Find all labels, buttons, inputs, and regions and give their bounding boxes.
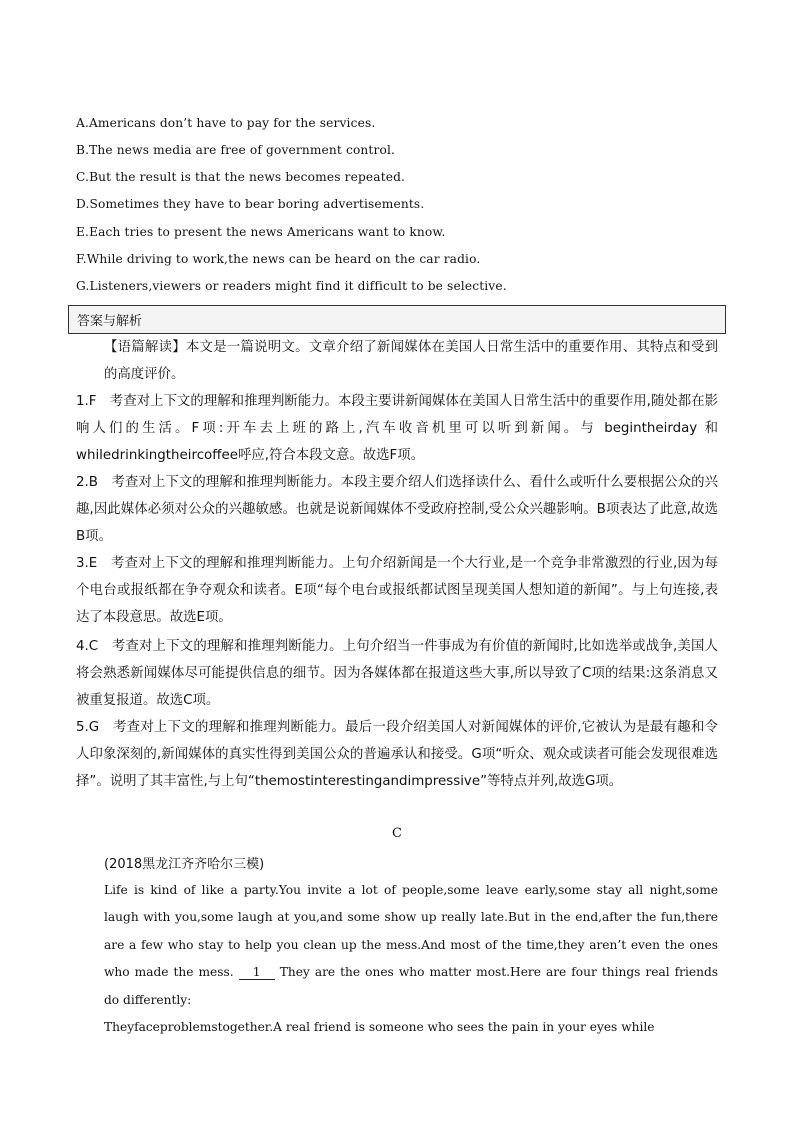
passage-p1-after: They are the ones who matter most.Here are four things real friends do differently: [104,965,719,1007]
option-f: F.While driving to work,the news can be heard on the car radio. [76,252,481,266]
option-d: D.Sometimes they have to bear boring advertisements. [76,197,425,211]
intro-paragraph [76,334,718,388]
answer-2: 2.B 考查对上下文的理解和推理判断能力。本段主要介绍人们选择读什么、看什么或听什么要根据公众的兴趣,因此媒体必须对公众的兴趣敏感。也就是说新闻媒体不受政府控制,受公众兴趣影响。B项表达了此意,故选B项。 [76,475,718,544]
option-c: C.But the result is that the news becomes repeated. [76,170,406,184]
blank-1: 1 [239,965,275,980]
passage-paragraph-1 [76,877,718,1014]
passage-paragraph-2 [76,1014,718,1041]
section-heading: C [392,826,402,841]
source-note: (2018黑龙江齐齐哈尔三模) [104,857,265,872]
answer-3: 3.E 考查对上下文的理解和推理判断能力。上句介绍新闻是一个大行业,是一个竞争非常激烈的行业,因为每个电台或报纸都在争夺观众和读者。E项“每个电台或报纸都试图呈现美国人想知道的新闻”。与上句连接,表达了本段意思。故选E项。 [76,556,718,625]
option-b: B.The news media are free of government control. [76,143,396,157]
passage-p2-text: Theyfaceproblemstogether.A real friend is someone who sees the pain in your eyes while [104,1020,655,1034]
passage-p1-text [76,877,718,1014]
option-e: E.Each tries to present the news Americans want to know. [76,225,446,239]
option-a: A.Americans don’t have to pay for the services. [76,116,376,130]
answer-header-box [68,305,726,334]
answer-header: 答案与解析 [77,314,143,329]
answer-1: 1.F 考查对上下文的理解和推理判断能力。本段主要讲新闻媒体在美国人日常生活中的重要作用,随处都在影响人们的生活。F项:开车去上班的路上,汽车收音机里可以听到新闻。与 begintheirday 和 whiledrinkingtheircoffee呼应,符合本段文意。故选F项。 [76,394,718,463]
option-g: G.Listeners,viewers or readers might find it difficult to be selective. [76,279,507,293]
answer-4: 4.C 考查对上下文的理解和推理判断能力。上句介绍当一件事成为有价值的新闻时,比如选举或战争,美国人将会熟悉新闻媒体尽可能提供信息的细节。因为各媒体都在报道这些大事,所以导致了C项的结果:这条消息又被重复报道。故选C项。 [76,639,718,708]
intro-text: 【语篇解读】本文是一篇说明文。文章介绍了新闻媒体在美国人日常生活中的重要作用、其特点和受到的高度评价。 [104,340,718,382]
passage-p1-before: Life is kind of like a party.You invite a lot of people,some leave early,some stay all night,some laugh with you,some laugh at you,and some show up really late.But in the end,after the fun,there are a few who stay to help you clean up the mess.And most of the time,they aren’t even the ones who made the mess. [104,883,718,980]
answer-5: 5.G 考查对上下文的理解和推理判断能力。最后一段介绍美国人对新闻媒体的评价,它被认为是最有趣和令人印象深刻的,新闻媒体的真实性得到美国公众的普遍承认和接受。G项“听众、观众或读者可能会发现很难选择”。说明了其丰富性,与上句“themostinterestingandimpressive”等特点并列,故选G项。 [76,720,718,789]
